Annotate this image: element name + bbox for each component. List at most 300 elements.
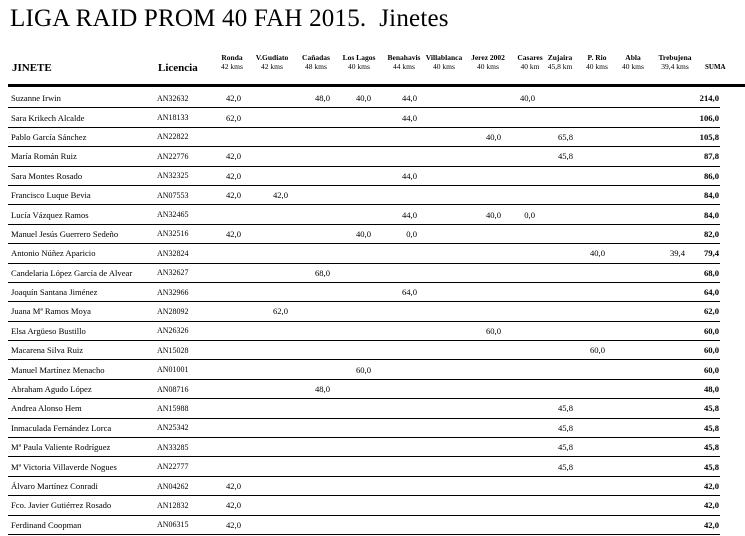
rider-name: María Román Ruiz xyxy=(8,147,154,166)
total-points: 45,8 xyxy=(691,418,720,437)
race-points xyxy=(611,476,644,495)
license-number: AN32516 xyxy=(154,224,209,243)
race-points xyxy=(423,147,464,166)
license-number: AN22822 xyxy=(154,127,209,146)
race-points: 62,0 xyxy=(247,302,294,321)
race-points xyxy=(377,263,423,282)
race-points xyxy=(423,302,464,321)
race-points xyxy=(541,185,579,204)
race-points xyxy=(541,341,579,360)
race-points xyxy=(247,263,294,282)
race-points xyxy=(294,360,336,379)
race-points xyxy=(377,438,423,457)
race-points xyxy=(247,476,294,495)
race-points xyxy=(294,302,336,321)
race-points xyxy=(247,379,294,398)
race-points xyxy=(507,496,541,515)
race-points xyxy=(209,360,247,379)
race-points xyxy=(423,108,464,127)
race-points: 44,0 xyxy=(377,89,423,108)
race-points xyxy=(377,418,423,437)
race-points: 40,0 xyxy=(507,89,541,108)
race-points: 40,0 xyxy=(464,127,507,146)
race-points xyxy=(209,399,247,418)
race-points xyxy=(247,360,294,379)
race-points xyxy=(336,321,377,340)
rider-name: Juana Mª Ramos Moya xyxy=(8,302,154,321)
race-points xyxy=(247,147,294,166)
license-number: AN26326 xyxy=(154,321,209,340)
race-points: 60,0 xyxy=(464,321,507,340)
license-number: AN18133 xyxy=(154,108,209,127)
race-points: 48,0 xyxy=(294,379,336,398)
race-points xyxy=(209,438,247,457)
race-points xyxy=(423,282,464,301)
race-points xyxy=(507,515,541,534)
race-points xyxy=(423,515,464,534)
race-points xyxy=(611,127,644,146)
rider-name: Ferdinand Coopman xyxy=(8,515,154,534)
table-row xyxy=(8,341,720,360)
race-points xyxy=(377,379,423,398)
license-number: AN32325 xyxy=(154,166,209,185)
race-points xyxy=(579,108,611,127)
race-points: 42,0 xyxy=(209,476,247,495)
total-points: 45,8 xyxy=(691,457,720,476)
race-points xyxy=(247,244,294,263)
table-row xyxy=(8,108,720,127)
table-row xyxy=(8,185,720,204)
race-points xyxy=(611,341,644,360)
total-points: 214,0 xyxy=(691,89,720,108)
license-number: AN01001 xyxy=(154,360,209,379)
column-header-jinete: JINETE xyxy=(12,62,52,74)
race-points xyxy=(377,302,423,321)
license-number: AN06315 xyxy=(154,515,209,534)
race-points xyxy=(377,476,423,495)
race-points xyxy=(464,418,507,437)
race-points xyxy=(423,341,464,360)
race-points xyxy=(336,341,377,360)
race-points xyxy=(579,418,611,437)
race-points: 42,0 xyxy=(209,224,247,243)
race-points xyxy=(247,108,294,127)
race-points xyxy=(247,166,294,185)
race-points: 45,8 xyxy=(541,438,579,457)
race-points xyxy=(294,166,336,185)
race-distance: 40 km xyxy=(520,61,540,71)
license-number: AN32966 xyxy=(154,282,209,301)
rider-name: Andrea Alonso Hem xyxy=(8,399,154,418)
table-row xyxy=(8,321,720,340)
race-points xyxy=(507,476,541,495)
race-points xyxy=(294,147,336,166)
race-points xyxy=(541,515,579,534)
race-points xyxy=(464,224,507,243)
total-points: 45,8 xyxy=(691,399,720,418)
race-points xyxy=(507,399,541,418)
race-points xyxy=(336,147,377,166)
race-points xyxy=(464,263,507,282)
race-points xyxy=(423,185,464,204)
column-header-race xyxy=(292,54,340,71)
race-name: Ronda xyxy=(221,53,243,62)
race-points xyxy=(336,399,377,418)
race-points xyxy=(644,205,691,224)
table-row xyxy=(8,282,720,301)
race-points xyxy=(464,282,507,301)
race-points xyxy=(579,496,611,515)
race-points xyxy=(579,360,611,379)
table-row xyxy=(8,166,720,185)
race-points: 64,0 xyxy=(377,282,423,301)
race-points: 42,0 xyxy=(209,185,247,204)
race-points: 44,0 xyxy=(377,166,423,185)
race-points xyxy=(464,457,507,476)
table-row xyxy=(8,418,720,437)
race-distance: 48 kms xyxy=(305,61,327,71)
race-points xyxy=(336,418,377,437)
race-points xyxy=(464,147,507,166)
table-row xyxy=(8,89,720,108)
race-points xyxy=(579,515,611,534)
race-points xyxy=(611,399,644,418)
rider-name: Sara Krikech Alcalde xyxy=(8,108,154,127)
rider-name: Abraham Agudo López xyxy=(8,379,154,398)
race-points xyxy=(423,476,464,495)
race-points xyxy=(464,166,507,185)
total-points: 68,0 xyxy=(691,263,720,282)
total-points: 105,8 xyxy=(691,127,720,146)
race-points xyxy=(209,341,247,360)
race-distance: 40 kms xyxy=(433,61,455,71)
race-points: 40,0 xyxy=(464,205,507,224)
table-row xyxy=(8,224,720,243)
race-points xyxy=(464,302,507,321)
race-points xyxy=(294,341,336,360)
race-points xyxy=(579,476,611,495)
race-points xyxy=(507,457,541,476)
race-points xyxy=(377,185,423,204)
race-points xyxy=(464,379,507,398)
race-points xyxy=(507,127,541,146)
total-points: 42,0 xyxy=(691,476,720,495)
race-points xyxy=(464,185,507,204)
race-points xyxy=(541,166,579,185)
race-points xyxy=(579,399,611,418)
total-points: 42,0 xyxy=(691,496,720,515)
race-points: 42,0 xyxy=(209,147,247,166)
total-points: 82,0 xyxy=(691,224,720,243)
header-divider xyxy=(8,84,745,87)
race-points xyxy=(209,244,247,263)
race-points: 0,0 xyxy=(377,224,423,243)
race-points xyxy=(377,399,423,418)
license-number: AN22776 xyxy=(154,147,209,166)
results-table xyxy=(8,89,720,535)
race-points xyxy=(294,457,336,476)
race-points xyxy=(507,244,541,263)
license-number: AN32824 xyxy=(154,244,209,263)
race-name: Villablanca xyxy=(425,53,463,62)
race-points xyxy=(247,127,294,146)
race-points xyxy=(294,515,336,534)
race-points xyxy=(644,321,691,340)
race-distance: 40 kms xyxy=(586,61,608,71)
race-points xyxy=(579,224,611,243)
rider-name: Inmaculada Fernández Lorca xyxy=(8,418,154,437)
race-points xyxy=(377,457,423,476)
race-points xyxy=(209,379,247,398)
race-points xyxy=(247,341,294,360)
license-number: AN04262 xyxy=(154,476,209,495)
race-name: Los Lagos xyxy=(342,53,376,62)
race-points xyxy=(423,127,464,146)
rider-name: Joaquín Santana Jiménez xyxy=(8,282,154,301)
race-points xyxy=(644,515,691,534)
race-points xyxy=(294,108,336,127)
license-number: AN28092 xyxy=(154,302,209,321)
race-points xyxy=(294,127,336,146)
total-points: 86,0 xyxy=(691,166,720,185)
race-distance: 42 kms xyxy=(261,61,283,71)
race-points: 45,8 xyxy=(541,418,579,437)
total-points: 60,0 xyxy=(691,360,720,379)
race-points xyxy=(541,89,579,108)
race-points: 60,0 xyxy=(336,360,377,379)
race-points: 62,0 xyxy=(209,108,247,127)
race-points xyxy=(507,147,541,166)
race-points xyxy=(247,224,294,243)
race-points xyxy=(423,321,464,340)
rider-name: Fco. Javier Gutiérrez Rosado xyxy=(8,496,154,515)
table-row xyxy=(8,360,720,379)
race-points xyxy=(644,185,691,204)
race-points: 48,0 xyxy=(294,89,336,108)
race-points xyxy=(377,360,423,379)
race-distance: 44 kms xyxy=(393,61,415,71)
race-points xyxy=(247,89,294,108)
race-points xyxy=(464,341,507,360)
race-points xyxy=(611,244,644,263)
table-row xyxy=(8,496,720,515)
race-points xyxy=(336,127,377,146)
race-points xyxy=(541,496,579,515)
race-points xyxy=(644,166,691,185)
table-row xyxy=(8,515,720,534)
race-points: 60,0 xyxy=(579,341,611,360)
race-points xyxy=(464,438,507,457)
race-points xyxy=(209,457,247,476)
race-points xyxy=(507,224,541,243)
column-header-race xyxy=(335,54,383,71)
race-points xyxy=(644,108,691,127)
race-points xyxy=(611,147,644,166)
race-points: 42,0 xyxy=(209,496,247,515)
race-points xyxy=(611,321,644,340)
race-name: Casares xyxy=(517,53,543,62)
race-points xyxy=(507,341,541,360)
race-points xyxy=(377,244,423,263)
race-points xyxy=(579,185,611,204)
race-points xyxy=(579,147,611,166)
race-points xyxy=(611,282,644,301)
total-points: 42,0 xyxy=(691,515,720,534)
race-points xyxy=(294,418,336,437)
race-points xyxy=(611,457,644,476)
race-points xyxy=(377,147,423,166)
total-points: 45,8 xyxy=(691,438,720,457)
race-points xyxy=(541,379,579,398)
race-points xyxy=(247,205,294,224)
race-points: 42,0 xyxy=(209,515,247,534)
race-points: 65,8 xyxy=(541,127,579,146)
race-points xyxy=(507,418,541,437)
table-row xyxy=(8,399,720,418)
race-points xyxy=(464,89,507,108)
race-points xyxy=(336,379,377,398)
license-number: AN25342 xyxy=(154,418,209,437)
total-points: 79,4 xyxy=(691,244,720,263)
race-points xyxy=(507,185,541,204)
race-points: 42,0 xyxy=(247,185,294,204)
race-distance: 40 kms xyxy=(348,61,370,71)
column-header-race xyxy=(420,54,468,71)
race-points xyxy=(247,496,294,515)
race-points: 45,8 xyxy=(541,147,579,166)
race-points xyxy=(611,379,644,398)
race-points xyxy=(507,263,541,282)
race-points xyxy=(644,360,691,379)
license-number: AN32632 xyxy=(154,89,209,108)
table-row xyxy=(8,127,720,146)
race-points xyxy=(541,224,579,243)
race-points xyxy=(579,379,611,398)
race-points xyxy=(541,205,579,224)
race-points xyxy=(579,89,611,108)
race-points: 68,0 xyxy=(294,263,336,282)
table-row xyxy=(8,379,720,398)
race-points xyxy=(644,282,691,301)
race-points xyxy=(464,496,507,515)
column-header-race xyxy=(248,54,296,71)
rider-name: Lucía Vázquez Ramos xyxy=(8,205,154,224)
race-points xyxy=(423,263,464,282)
race-points xyxy=(644,418,691,437)
race-points xyxy=(423,360,464,379)
race-points xyxy=(247,515,294,534)
total-points: 48,0 xyxy=(691,379,720,398)
total-points: 84,0 xyxy=(691,205,720,224)
race-points xyxy=(336,515,377,534)
race-points xyxy=(336,302,377,321)
race-points xyxy=(579,321,611,340)
race-points: 44,0 xyxy=(377,108,423,127)
race-points xyxy=(209,302,247,321)
rider-name: Pablo García Sánchez xyxy=(8,127,154,146)
column-header-race xyxy=(651,54,699,71)
race-points xyxy=(507,360,541,379)
table-row xyxy=(8,263,720,282)
race-points xyxy=(644,476,691,495)
race-distance: 40 kms xyxy=(477,61,499,71)
race-points xyxy=(541,282,579,301)
rider-name: Sara Montes Rosado xyxy=(8,166,154,185)
total-points: 84,0 xyxy=(691,185,720,204)
race-points xyxy=(644,341,691,360)
race-points xyxy=(336,205,377,224)
race-points xyxy=(336,438,377,457)
race-points xyxy=(507,166,541,185)
license-number: AN08716 xyxy=(154,379,209,398)
race-points xyxy=(209,321,247,340)
race-points xyxy=(336,476,377,495)
table-row xyxy=(8,147,720,166)
column-header-suma: SUMA xyxy=(705,63,726,71)
race-points xyxy=(423,496,464,515)
race-points xyxy=(294,321,336,340)
race-points xyxy=(209,205,247,224)
race-points xyxy=(464,360,507,379)
race-points xyxy=(611,89,644,108)
race-points xyxy=(247,438,294,457)
race-points xyxy=(423,457,464,476)
race-points xyxy=(579,166,611,185)
total-points: 87,8 xyxy=(691,147,720,166)
race-points xyxy=(423,166,464,185)
race-points xyxy=(579,438,611,457)
race-points: 40,0 xyxy=(336,89,377,108)
race-points xyxy=(294,496,336,515)
race-points xyxy=(611,496,644,515)
race-name: Cañadas xyxy=(302,53,330,62)
license-number: AN32627 xyxy=(154,263,209,282)
race-points xyxy=(336,108,377,127)
license-number: AN22777 xyxy=(154,457,209,476)
rider-name: Macarena Silva Ruiz xyxy=(8,341,154,360)
race-points xyxy=(541,360,579,379)
rider-name: Manuel Jesús Guerrero Sedeño xyxy=(8,224,154,243)
race-points xyxy=(294,185,336,204)
race-points xyxy=(423,205,464,224)
race-points xyxy=(294,282,336,301)
race-points xyxy=(377,496,423,515)
race-points xyxy=(423,89,464,108)
table-row xyxy=(8,438,720,457)
race-points xyxy=(541,321,579,340)
race-points xyxy=(611,438,644,457)
race-points xyxy=(579,302,611,321)
race-points xyxy=(644,496,691,515)
race-points: 42,0 xyxy=(209,166,247,185)
rider-name: Suzanne Irwin xyxy=(8,89,154,108)
table-row xyxy=(8,476,720,495)
license-number: AN15988 xyxy=(154,399,209,418)
race-points xyxy=(507,379,541,398)
race-points xyxy=(247,418,294,437)
race-points xyxy=(507,302,541,321)
race-points xyxy=(294,438,336,457)
race-points xyxy=(423,438,464,457)
column-header-race xyxy=(464,54,512,71)
race-points xyxy=(209,282,247,301)
race-points xyxy=(579,205,611,224)
license-number: AN12832 xyxy=(154,496,209,515)
race-points xyxy=(541,476,579,495)
race-points xyxy=(294,224,336,243)
race-points xyxy=(507,108,541,127)
race-points xyxy=(377,341,423,360)
